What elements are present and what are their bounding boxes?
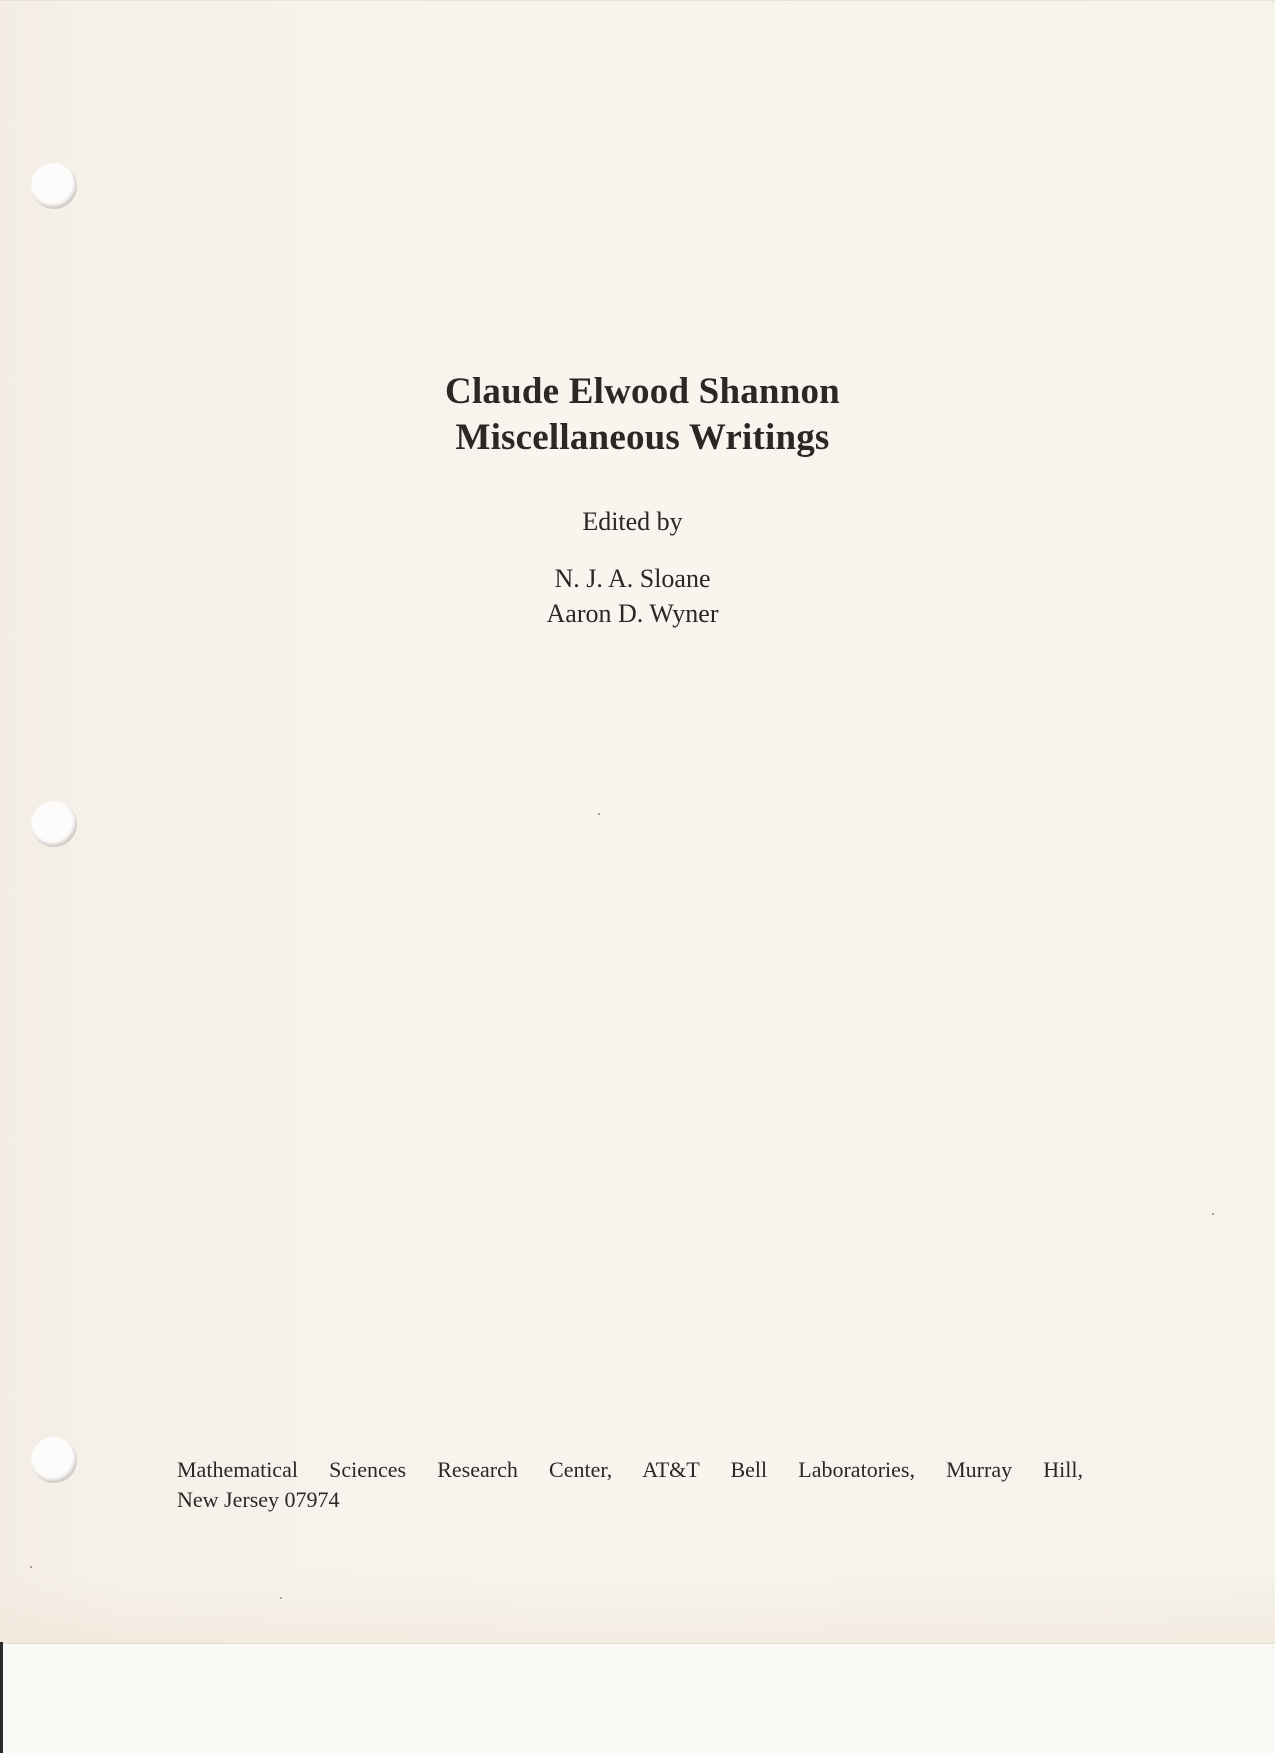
punch-hole-middle <box>31 801 77 847</box>
document-title <box>0 369 1275 461</box>
title-line-1: Claude Elwood Shannon <box>445 371 840 412</box>
scan-edge-shadow <box>0 1642 3 1753</box>
editor-name: N. J. A. Sloane <box>554 564 711 593</box>
paper-speck <box>598 813 600 815</box>
punch-hole-top <box>31 163 77 209</box>
punch-hole-bottom <box>31 1437 77 1483</box>
editors-list <box>0 561 1270 631</box>
affiliation-line-1: Mathematical Sciences Research Center, AT&T Bell Laboratories, Murray Hill, <box>177 1457 1083 1482</box>
affiliation-line-2: New Jersey 07974 <box>177 1487 340 1512</box>
edited-by-label: Edited by <box>582 507 683 536</box>
affiliation-block <box>177 1455 1083 1515</box>
title-line-2: Miscellaneous Writings <box>455 417 830 458</box>
paper-speck <box>30 1566 32 1568</box>
paper-speck <box>1212 1213 1214 1215</box>
editor-name: Aaron D. Wyner <box>546 599 719 628</box>
paper-speck <box>280 1597 282 1599</box>
